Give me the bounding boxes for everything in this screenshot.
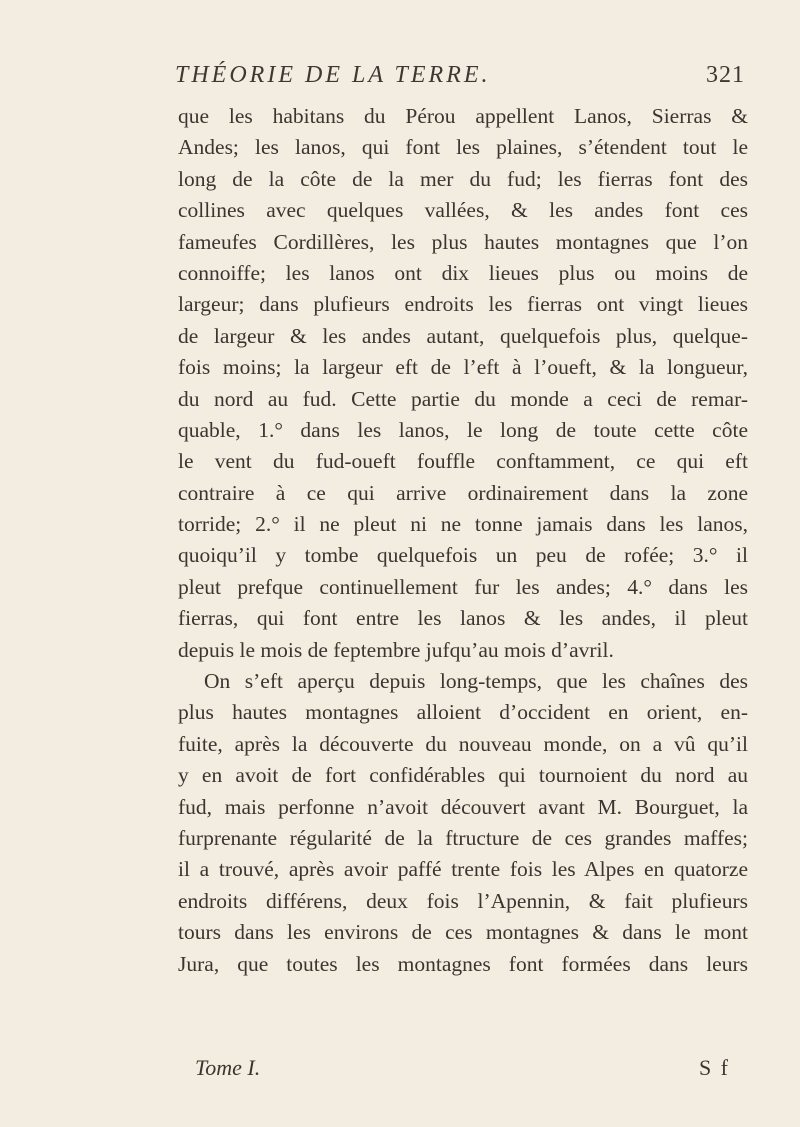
text-line: pleut prefque continuellement fur les andes; 4.° dans les	[178, 574, 748, 599]
text-line: fois moins; la largeur eft de l’eft à l’oueft, & la longueur,	[178, 355, 748, 380]
text-line: fameufes Cordillères, les plus hautes montagnes que l’on	[178, 229, 748, 254]
text-line: Jura, que toutes les montagnes font formées dans leurs	[178, 951, 748, 976]
text-line: torride; 2.° il ne pleut ni ne tonne jamais dans les lanos,	[178, 512, 748, 537]
text-line: il a trouvé, après avoir paffé trente fois les Alpes en quatorze	[178, 857, 748, 882]
text-line: fierras, qui font entre les lanos & les andes, il pleut	[178, 606, 748, 631]
text-line: Andes; les lanos, qui font les plaines, s’étendent tout le	[178, 135, 748, 160]
text-line: endroits différens, deux fois l’Apennin, & fait plufieurs	[178, 888, 748, 913]
text-line: contraire à ce qui arrive ordinairement dans la zone	[178, 480, 748, 505]
body-text	[178, 101, 748, 980]
text-line: quable, 1.° dans les lanos, le long de toute cette côte	[178, 417, 748, 442]
text-line: connoiffe; les lanos ont dix lieues plus ou moins de	[178, 260, 748, 285]
running-title: THÉORIE DE LA TERRE.	[175, 62, 491, 88]
text-line: fud, mais perfonne n’avoit découvert avant M. Bourguet, la	[178, 794, 748, 819]
text-line: long de la côte de la mer du fud; les fierras font des	[178, 166, 748, 191]
text-line: le vent du fud-oueft fouffle conftamment, ce qui eft	[178, 449, 748, 474]
text-line: tours dans les environs de ces montagnes & dans le mont	[178, 920, 748, 945]
signature-mark: S f	[698, 1055, 730, 1080]
text-line: largeur; dans plufieurs endroits les fierras ont vingt lieues	[178, 292, 748, 317]
page-footer	[195, 1055, 730, 1085]
text-line: furprenante régularité de la ftructure de ces grandes maffes;	[178, 825, 748, 850]
text-line: collines avec quelques vallées, & les andes font ces	[178, 198, 748, 223]
text-line: de largeur & les andes autant, quelquefois plus, quelque-	[178, 323, 748, 348]
text-line: On s’eft aperçu depuis long-temps, que les chaînes des	[204, 669, 748, 694]
text-line: plus hautes montagnes alloient d’occident en orient, en-	[178, 700, 748, 725]
text-line: quoiqu’il y tombe quelquefois un peu de rofée; 3.° il	[178, 543, 748, 568]
text-line: fuite, après la découverte du nouveau monde, on a vû qu’il	[178, 731, 748, 756]
volume-label: Tome I.	[195, 1055, 261, 1080]
text-line: que les habitans du Pérou appellent Lanos, Sierras &	[178, 104, 748, 128]
page-number: 321	[706, 62, 745, 88]
text-line: y en avoit de fort confidérables qui tournoient du nord au	[178, 763, 748, 788]
text-line: depuis le mois de feptembre jufqu’au mois d’avril.	[178, 637, 614, 662]
text-line: du nord au fud. Cette partie du monde a ceci de remar-	[178, 386, 748, 411]
